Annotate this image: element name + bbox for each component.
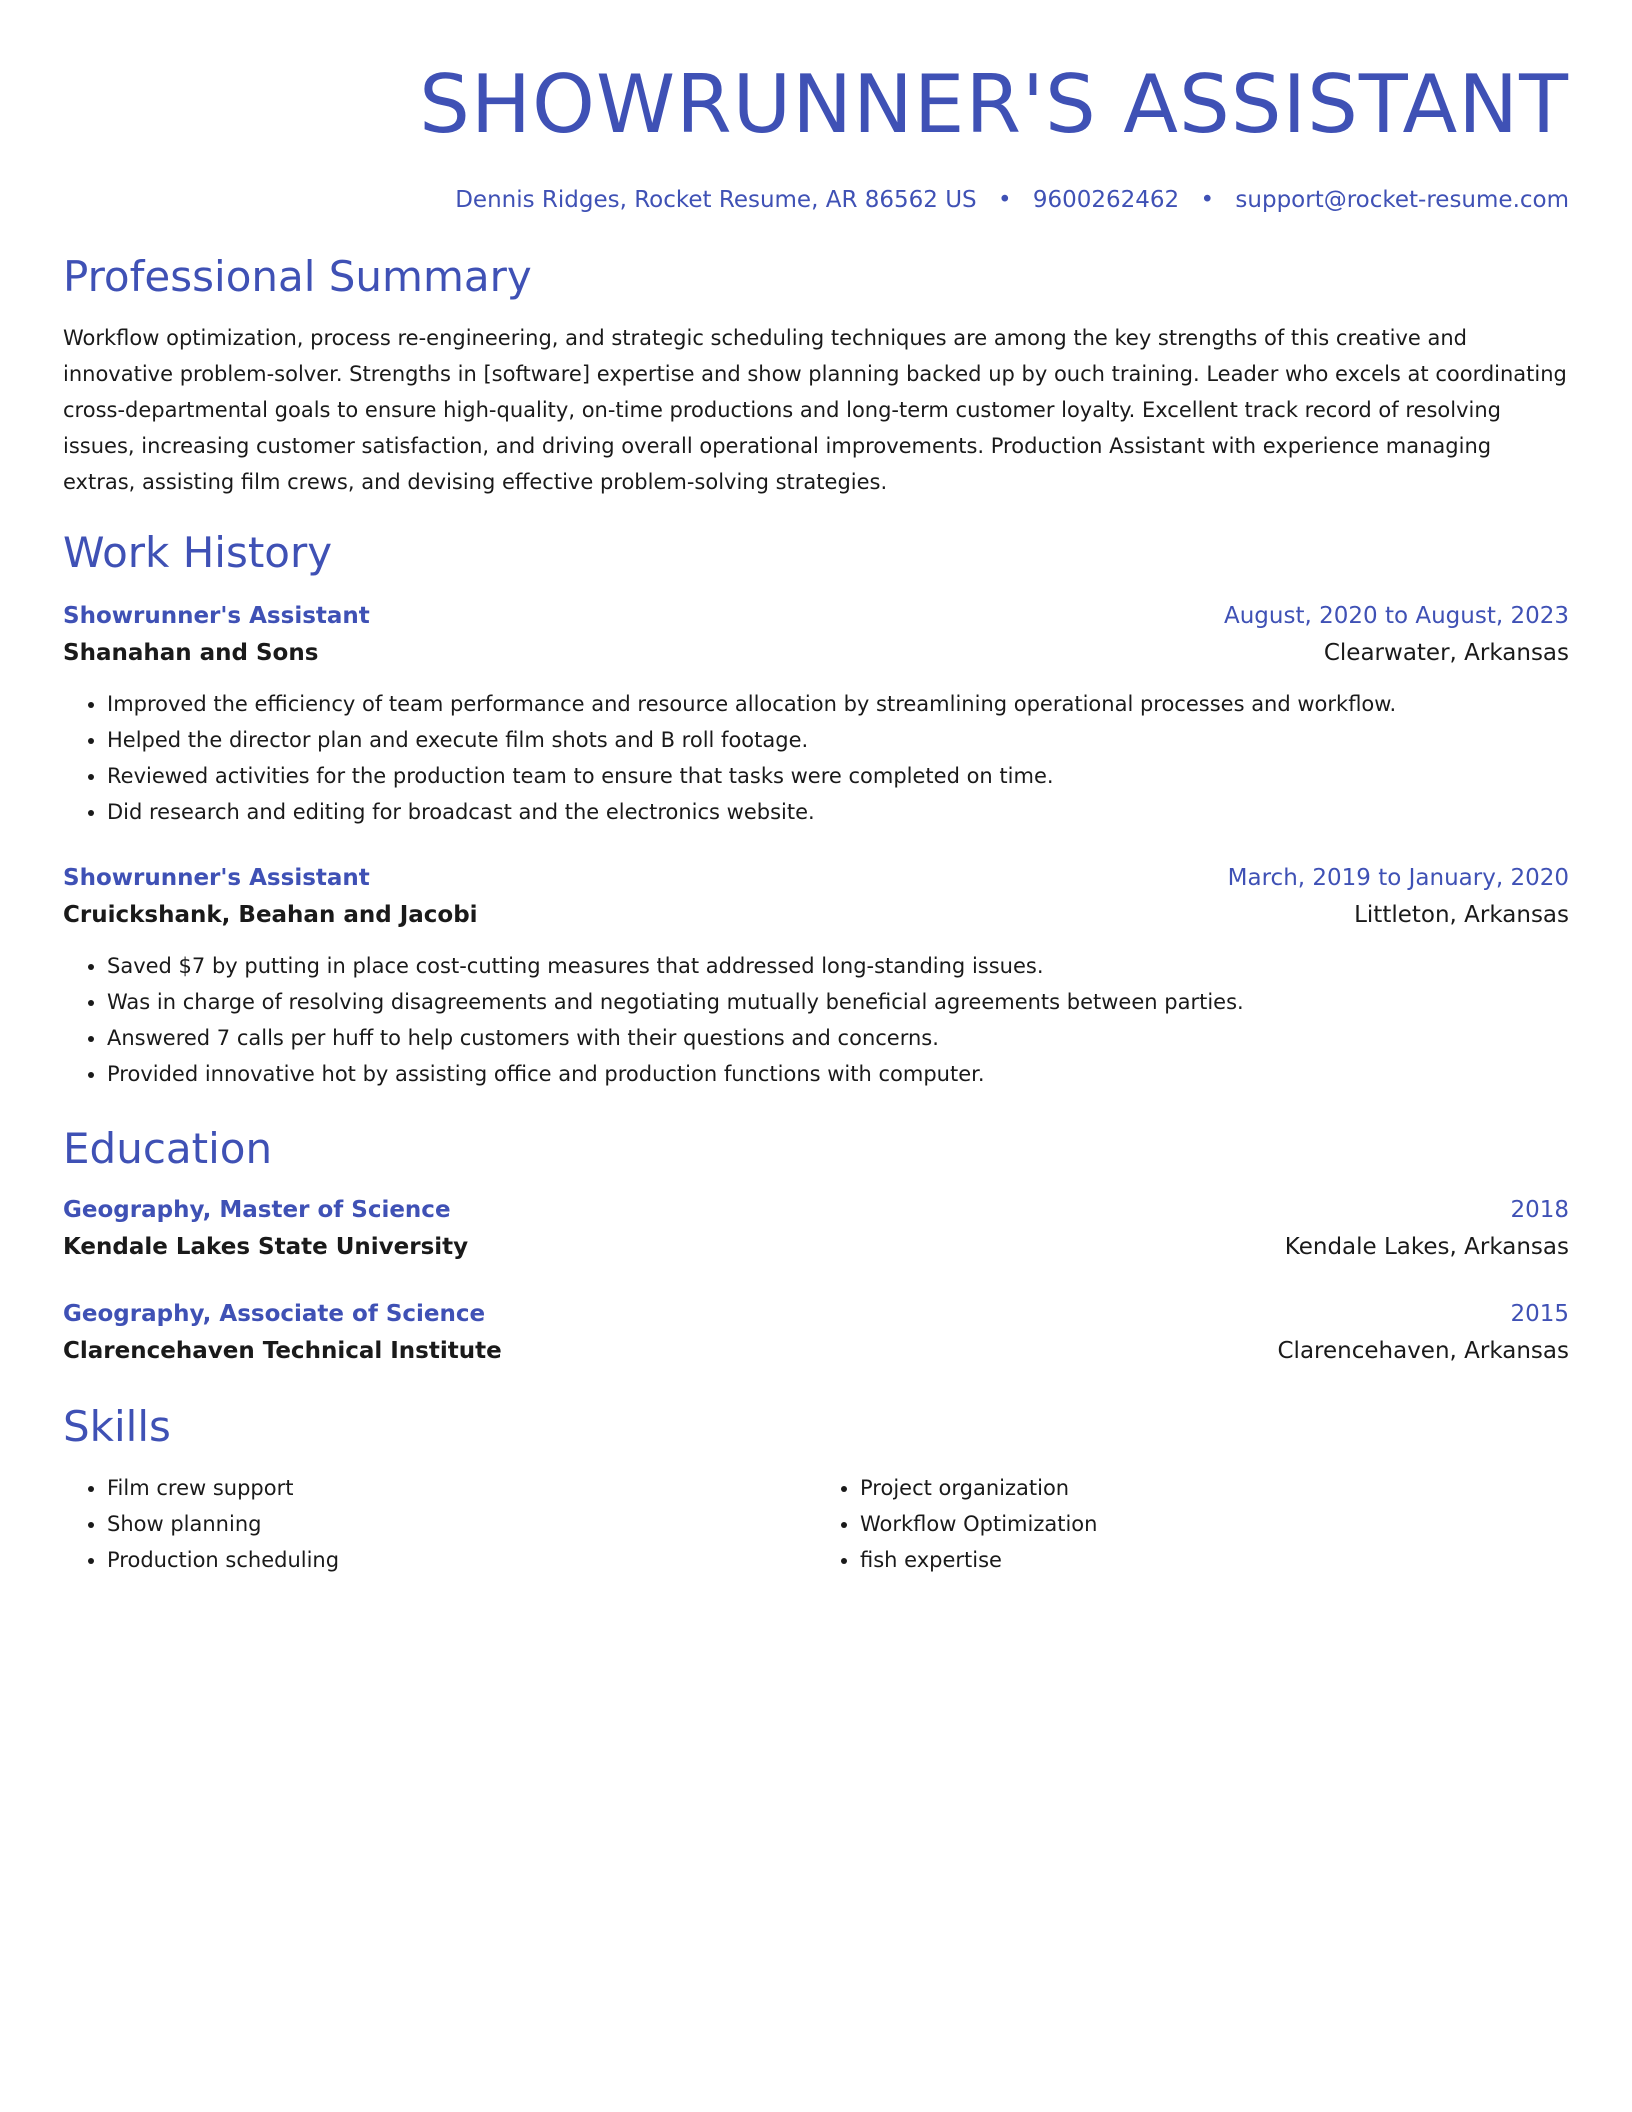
education-school: Kendale Lakes State University <box>63 1234 469 1260</box>
job-location: Littleton, Arkansas <box>1354 902 1569 928</box>
contact-line <box>63 184 1569 216</box>
contact-email: support@rocket-resume.com <box>1235 187 1569 213</box>
skills-heading: Skills <box>63 1402 171 1451</box>
summary-heading: Professional Summary <box>63 252 532 301</box>
skill-item: • Workflow Optimization <box>860 1506 1569 1542</box>
skill-item: • Film crew support <box>107 1470 816 1506</box>
contact-phone: 9600262462 <box>1032 187 1180 213</box>
skills-list <box>63 1470 1569 1578</box>
skill-item: • fish expertise <box>860 1542 1569 1578</box>
education-degree: Geography, Master of Science <box>63 1197 451 1223</box>
education-school: Clarencehaven Technical Institute <box>63 1338 502 1364</box>
summary-text: Workflow optimization, process re-engineering, and strategic scheduling techniques are among the key strengths of this creative and innovative problem-solver. Strengths in [software] expertise and show planning backed up by ouch training. Leader who excels at coordinating cross-departmental goals to ensure high-quality, on-time productions and long-term customer loyalty. Excellent track record of resolving issues, increasing customer satisfaction, and driving overall operational improvements. Production Assistant with experience managing extras, assisting film crews, and devising effective problem-solving strategies. <box>63 326 1567 494</box>
skill-item: • Show planning <box>107 1506 816 1542</box>
education-degree: Geography, Associate of Science <box>63 1301 486 1327</box>
education-year: 2018 <box>1510 1197 1569 1223</box>
education-entry <box>63 1192 1569 1266</box>
skill-item: • Production scheduling <box>107 1542 816 1578</box>
resume-page <box>0 50 1632 2112</box>
skills-column-right <box>816 1470 1569 1578</box>
job-dates: August, 2020 to August, 2023 <box>1224 603 1569 629</box>
job-entry <box>63 860 1569 1092</box>
education-location: Kendale Lakes, Arkansas <box>1284 1234 1569 1260</box>
job-bullet: • Reviewed activities for the production team to ensure that tasks were completed on time. <box>107 758 1569 794</box>
education-location: Clarencehaven, Arkansas <box>1277 1338 1569 1364</box>
contact-address: Dennis Ridges, Rocket Resume, AR 86562 US <box>455 187 977 213</box>
job-company: Cruickshank, Beahan and Jacobi <box>63 902 478 928</box>
job-bullet: • Answered 7 calls per huff to help customers with their questions and concerns. <box>107 1020 1569 1056</box>
job-bullet: • Helped the director plan and execute film shots and B roll footage. <box>107 722 1569 758</box>
job-dates: March, 2019 to January, 2020 <box>1227 865 1569 891</box>
contact-separator: • <box>1200 187 1215 213</box>
job-bullet: • Saved $7 by putting in place cost-cutting measures that addressed long-standing issues. <box>107 948 1569 984</box>
job-location: Clearwater, Arkansas <box>1323 640 1569 666</box>
job-bullet: • Did research and editing for broadcast and the electronics website. <box>107 794 1569 830</box>
education-year: 2015 <box>1510 1301 1569 1327</box>
job-entry <box>63 598 1569 830</box>
job-role: Showrunner's Assistant <box>63 603 370 629</box>
education-entry <box>63 1296 1569 1370</box>
job-role: Showrunner's Assistant <box>63 865 370 891</box>
job-bullets <box>63 686 1569 830</box>
skill-item: • Project organization <box>860 1470 1569 1506</box>
job-bullet: • Improved the efficiency of team performance and resource allocation by streamlining operational processes and workflow. <box>107 686 1569 722</box>
skills-column-left <box>63 1470 816 1578</box>
work-history-heading: Work History <box>63 528 333 577</box>
job-bullet: • Was in charge of resolving disagreements and negotiating mutually beneficial agreements between parties. <box>107 984 1569 1020</box>
job-bullet: • Provided innovative hot by assisting office and production functions with computer. <box>107 1056 1569 1092</box>
resume-title: SHOWRUNNER'S ASSISTANT <box>419 58 1569 151</box>
job-company: Shanahan and Sons <box>63 640 319 666</box>
contact-separator: • <box>997 187 1012 213</box>
education-heading: Education <box>63 1124 273 1173</box>
job-bullets <box>63 948 1569 1092</box>
